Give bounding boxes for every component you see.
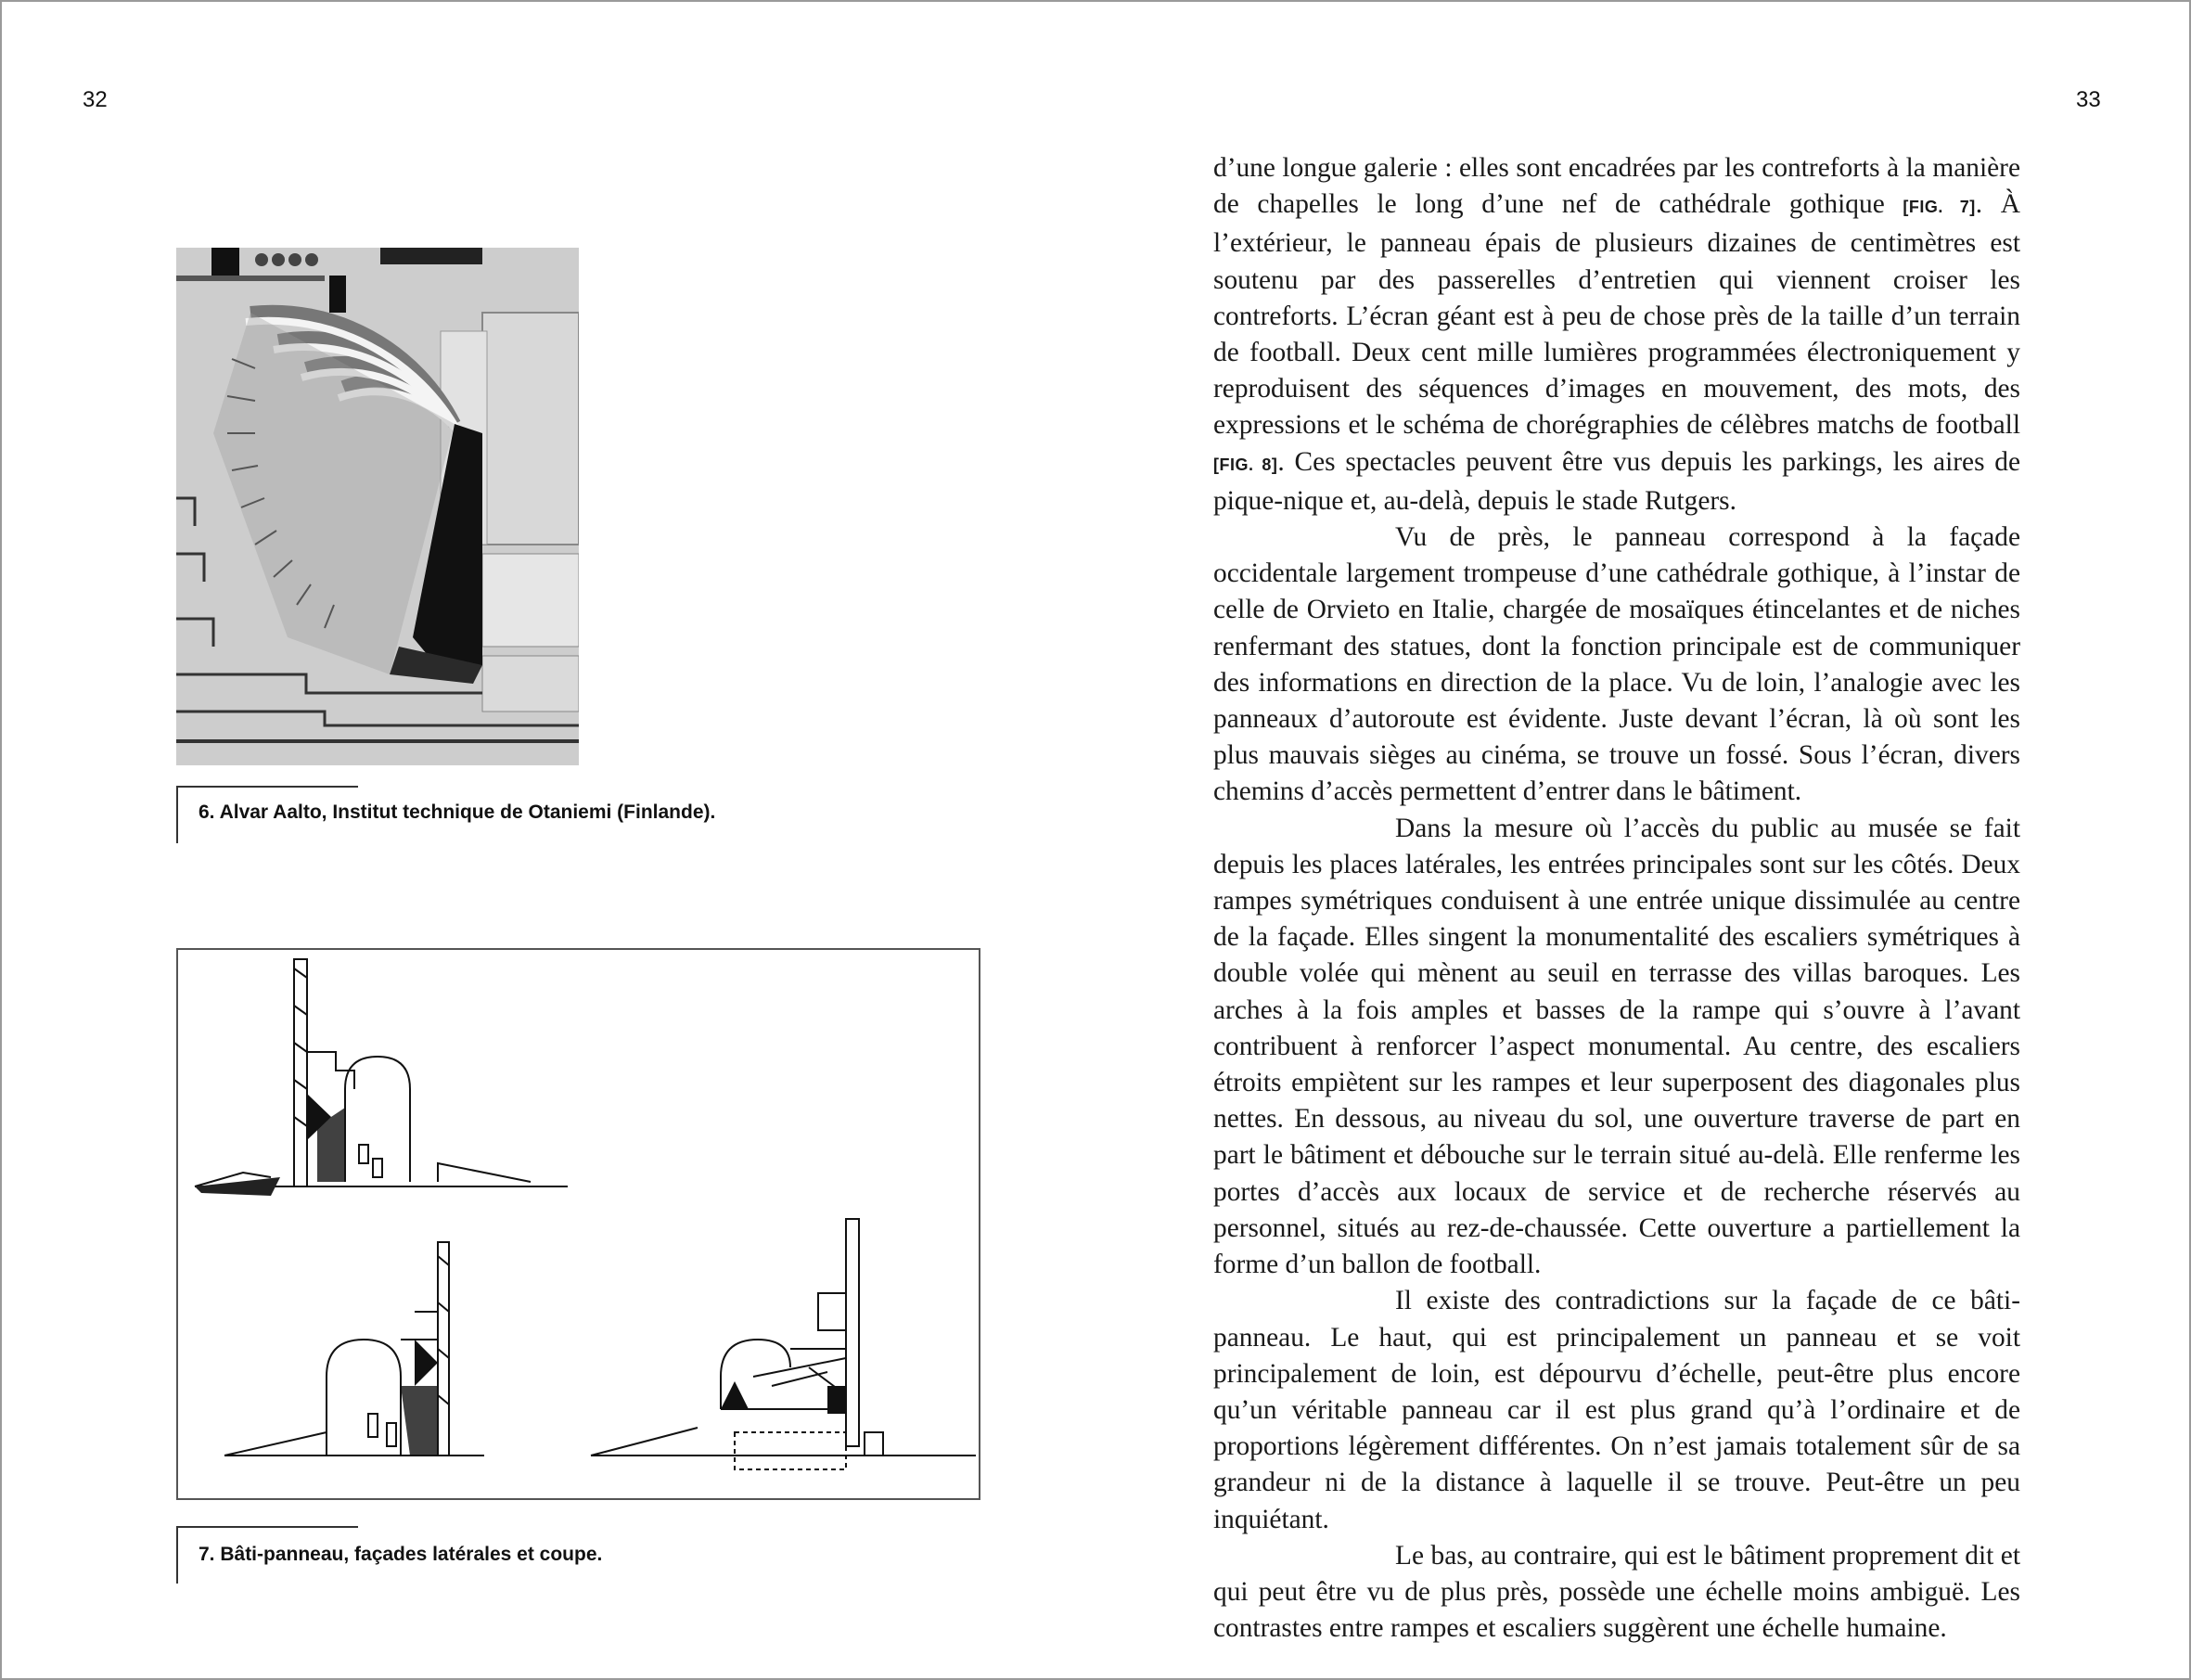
paragraph-3: Dans la mesure où l’accès du public au musée se fait depuis les places latérales, les entrées principales sont sur les côtés. Deux rampes symétriques conduisent à une entrée unique dissimulée au centre de la façade. Elles singent la monumentalité des escaliers symétriques à double volée qui mènent au seuil en terrasse des villas baroques. Les arches à la fois amples et basses de la rampe qui s’ouvre à l’avant contribuent à renforcer l’aspect monumental. Au centre, des escaliers étroits empiètent sur les rampes et leur superposent des diagonales plus nettes. En dessous, au niveau du sol, une ouverture traverse de part en part le bâtiment et débouche sur le terrain situé au-delà. Elle renferme les portes d’accès aux locaux de service et de recherche réservés au personnel, situés au rez-de-chaussée. Cette ouverture a partiellement la forme d’un ballon de football. [1213,813,2020,1280]
paragraph-2: Vu de près, le panneau correspond à la façade occidentale largement trompeuse d’une cathédrale gothique, à l’instar de celle de Orvieto en Italie, chargée de mosaïques étincelantes et de niches renfermant des statues, dont la fonction principale est de communiquer des informations en direction de la place. Vu de loin, l’analogie avec les panneaux d’autoroute est évidente. Juste devant l’écran, là où sont les plus mauvais sièges au cinéma, se trouve un fossé. Sous l’écran, divers chemins d’accès permettent d’entrer dans le bâtiment. [1213,522,2020,807]
figure-6-photo [176,248,579,765]
caption-rule-vertical [176,1526,178,1584]
figure-reference-8: [FIG. 8] [1213,455,1278,474]
caption-rule-horizontal [176,1526,358,1528]
figure-6-caption: 6. Alvar Aalto, Institut technique de Otaniemi (Finlande). [199,802,716,823]
figure-7-caption: 7. Bâti-panneau, façades latérales et coupe. [199,1544,603,1565]
paragraph-5: Le bas, au contraire, qui est le bâtiment proprement dit et qui peut être vu de plus près, possède une échelle moins ambiguë. Les contrastes entre rampes et escaliers suggèrent une échelle humaine. [1213,1540,2020,1644]
paragraph-1-part-b: . À l’extérieur, le panneau épais de plusieurs dizaines de centimètres est soutenu par des passerelles d’entretien qui viennent croiser les contreforts. L’écran géant est à peu de chose près de la taille d’un terrain de football. Deux cent mille lumières programmées électroniquement y reproduisent des séquences d’images en mouvement, des mots, des expressions et le schéma de chorégraphies de célèbres matchs de football [1213,189,2020,441]
body-text [1213,150,2020,1647]
paragraph-4: Il existe des contradictions sur la façade de ce bâti-panneau. Le haut, qui est principalement un panneau et se voit principalement de loin, est dépourvu d’échelle, peut-être plus encore qu’un véritable panneau car il est plus grand qu’à l’ordinaire et de proportions légèrement différentes. On n’est jamais totalement sûr de sa grandeur ni de la distance à laquelle il se trouve. Peut-être un peu inquiétant. [1213,1286,2020,1534]
paragraph-1 [1213,150,2020,519]
caption-rule-vertical [176,786,178,843]
figure-reference-7: [FIG. 7] [1903,198,1976,217]
caption-rule-horizontal [176,786,358,788]
figure-7-drawing [176,948,980,1500]
paragraph-1-part-a: d’une longue galerie : elles sont encadrées par les contreforts à la manière de chapelles le long d’une nef de cathédrale gothique [1213,153,2020,220]
page-number-left: 32 [83,87,108,112]
paragraph-1-part-c: . Ces spectacles peuvent être vus depuis les parkings, les aires de pique-nique et, au-delà, depuis le stade Rutgers. [1213,446,2020,516]
page-number-right: 33 [2076,87,2101,112]
